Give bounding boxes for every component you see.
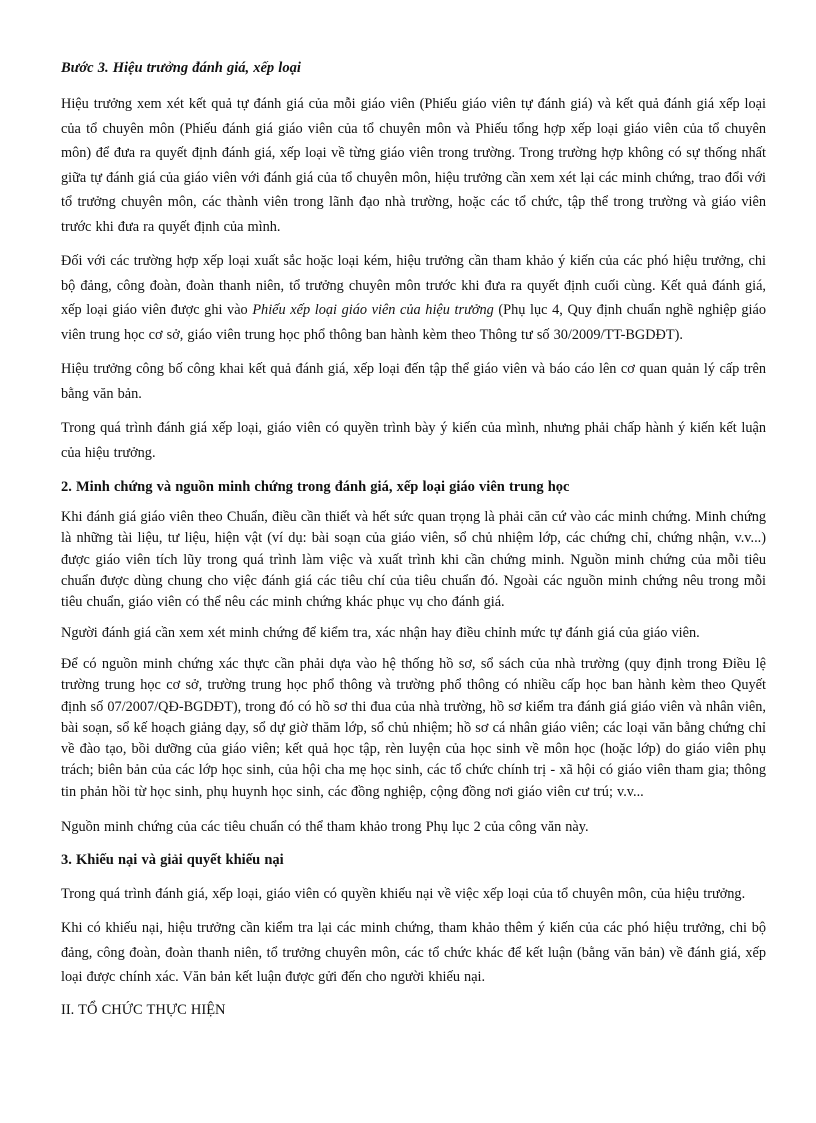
step3-paragraph-2-text-b: (Phụ lục 4, Quy định chuẩn nghề nghiệp giáo viên trung học cơ sở, giáo viên trung học phổ thông ban hành kèm theo Thông tư số 30/2009/TT-BGDĐT). xyxy=(61,302,767,343)
step3-paragraph-3: Hiệu trưởng công bố công khai kết quả đánh giá, xếp loại đến tập thể giáo viên và báo cáo lên cơ quan quản lý cấp trên bằng văn bản. xyxy=(61,361,766,402)
document-page xyxy=(61,56,766,1022)
section-2-paragraph-1: Khi đánh giá giáo viên theo Chuẩn, điều cần thiết và hết sức quan trọng là phải căn cứ vào các minh chứng. Minh chứng là những tài liệu, tư liệu, hiện vật (ví dụ: bài soạn của giáo viên, sổ chủ nhiệm lớp, các chứng chỉ, chứng nhận, v.v...) được giáo viên tích lũy trong quá trình làm việc và xuất trình khi cần chứng minh. Nguồn minh chứng của mỗi tiêu chuẩn được dùng chung cho việc đánh giá các tiêu chí của tiêu chuẩn đó. Ngoài các nguồn minh chứng nêu trong mỗi tiêu chuẩn, giáo viên có thể nêu các minh chứng khác phục vụ cho đánh giá. xyxy=(61,509,766,611)
section-3-paragraph-2: Khi có khiếu nại, hiệu trưởng cần kiểm tra lại các minh chứng, tham khảo thêm ý kiến của các phó hiệu trưởng, chi bộ đảng, công đoàn, đoàn thanh niên, tổ trưởng chuyên môn, các tổ chức khác để kết luận (bằng văn bản) về đánh giá, xếp loại được chính xác. Văn bản kết luận được gửi đến cho người khiếu nại. xyxy=(61,920,766,986)
section-3-paragraph-1: Trong quá trình đánh giá, xếp loại, giáo viên có quyền khiếu nại về việc xếp loại của tổ chuyên môn, của hiệu trưởng. xyxy=(61,885,746,902)
step3-paragraph-1: Hiệu trưởng xem xét kết quả tự đánh giá của mỗi giáo viên (Phiếu giáo viên tự đánh giá) và kết quả đánh giá xếp loại của tổ chuyên môn (Phiếu đánh giá giáo viên của tổ chuyên môn và Phiếu tổng hợp xếp loại giáo viên của tổ chuyên môn) để đưa ra quyết định đánh giá, xếp loại về từng giáo viên trong trường. Trong trường hợp không có sự thống nhất giữa tự đánh giá của giáo viên với đánh giá của tổ chuyên môn, hiệu trưởng cần xem xét lại các minh chứng, trao đổi với tổ trưởng chuyên môn, các thành viên trong lãnh đạo nhà trường, hoặc các tổ chức, tập thể trong trường và giáo viên trước khi đưa ra quyết định của mình. xyxy=(61,96,766,235)
step3-paragraph-4: Trong quá trình đánh giá xếp loại, giáo viên có quyền trình bày ý kiến của mình, nhưng phải chấp hành ý kiến kết luận của hiệu trưởng. xyxy=(61,420,766,461)
section-3-heading: 3. Khiếu nại và giải quyết khiếu nại xyxy=(61,851,284,868)
section-2-heading: 2. Minh chứng và nguồn minh chứng trong đánh giá, xếp loại giáo viên trung học xyxy=(61,479,570,495)
section-2-paragraph-2: Người đánh giá cần xem xét minh chứng để kiểm tra, xác nhận hay điều chỉnh mức tự đánh giá của giáo viên. xyxy=(61,625,700,642)
section-ii-heading: II. TỔ CHỨC THỰC HIỆN xyxy=(61,1001,226,1018)
step3-paragraph-2 xyxy=(61,249,766,347)
step3-heading: Bước 3. Hiệu trưởng đánh giá, xếp loại xyxy=(61,60,301,76)
section-2-paragraph-3: Để có nguồn minh chứng xác thực cần phải dựa vào hệ thống hồ sơ, sổ sách của nhà trường (quy định trong Điều lệ trường trung học cơ sở, trường trung học phổ thông và trường phổ thông có nhiều cấp học ban hành kèm theo Quyết định số 07/2007/QĐ-BGDĐT), trong đó có hồ sơ thi đua của nhà trường, hồ sơ kiểm tra đánh giá giáo viên và nhân viên, bài soạn, sổ kế hoạch giảng dạy, sổ dự giờ thăm lớp, sổ chủ nhiệm; hồ sơ cá nhân giáo viên; các loại văn bằng chứng chỉ về đào tạo, bồi dưỡng của giáo viên; kết quả học tập, rèn luyện của học sinh về môn học (hoặc lớp) do giáo viên phụ trách; biên bản của các lớp học sinh, của hội cha mẹ học sinh, các tổ chức chính trị - xã hội có giáo viên tham gia; thông tin phản hồi từ học sinh, phụ huynh học sinh, các đồng nghiệp, cộng đồng nơi giáo viên cư trú; v.v... xyxy=(61,655,766,800)
step3-paragraph-2-form-name: Phiếu xếp loại giáo viên của hiệu trưởng xyxy=(252,302,494,318)
section-2-paragraph-4: Nguồn minh chứng của các tiêu chuẩn có thể tham khảo trong Phụ lục 2 của công văn này. xyxy=(61,819,589,836)
step3-paragraph-2-text-a: Đối với các trường hợp xếp loại xuất sắc hoặc loại kém, hiệu trưởng cần tham khảo ý kiến của các phó hiệu trưởng, chi bộ đảng, công đoàn, đoàn thanh niên, tổ trưởng chuyên môn trước khi đưa ra quyết định cuối cùng. Kết quả đánh giá, xếp loại giáo viên được ghi vào xyxy=(61,253,766,318)
